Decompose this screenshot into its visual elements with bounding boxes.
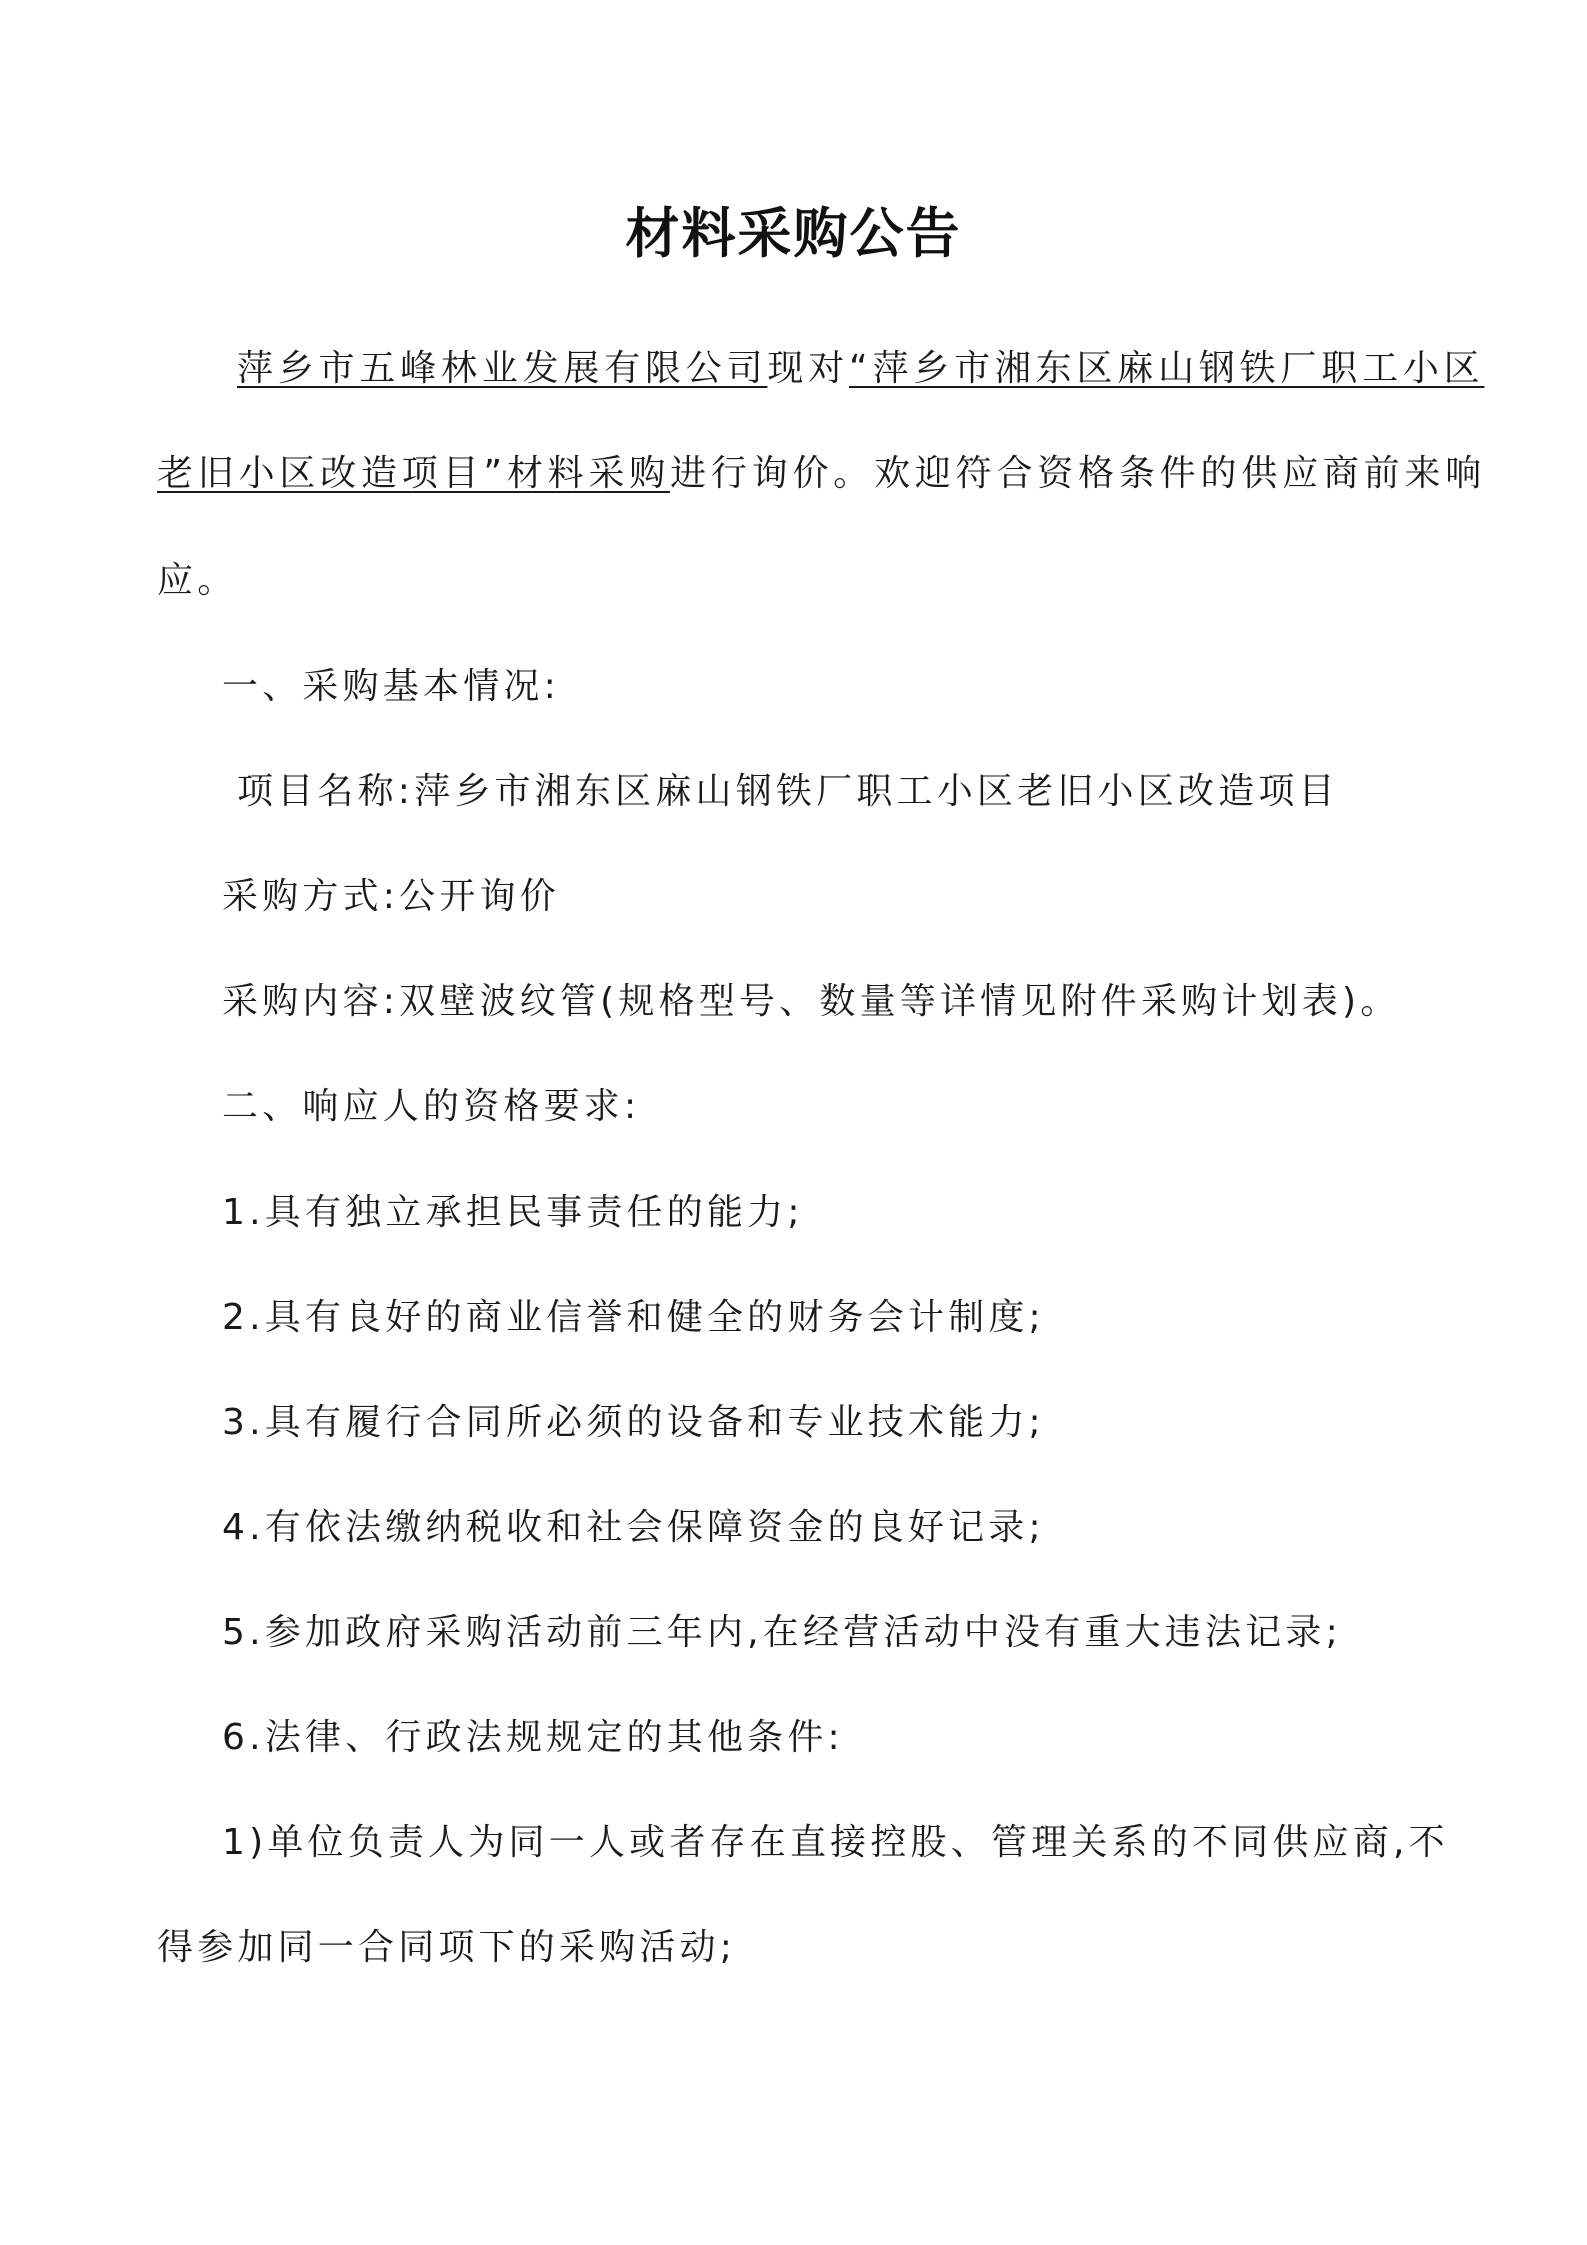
sub-requirement-line-2: 得参加同一合同项下的采购活动; — [157, 1927, 737, 1968]
intro-line-1 — [237, 344, 1484, 394]
requirement-item-4: 4.有依法缴纳税收和社会保障资金的良好记录; — [222, 1507, 1045, 1548]
requirement-item-2: 2.具有良好的商业信誉和健全的财务会计制度; — [222, 1297, 1045, 1338]
requirement-item-3: 3.具有履行合同所必须的设备和专业技术能力; — [222, 1402, 1045, 1443]
section1-heading: 一、采购基本情况: — [222, 666, 560, 707]
company-name: 萍乡市五峰林业发展有限公司 — [237, 348, 768, 389]
project-name-quoted-2: 老旧小区改造项目”材料采购 — [157, 453, 671, 494]
section2-heading: 二、响应人的资格要求: — [222, 1086, 641, 1127]
intro-line-3: 应。 — [157, 560, 238, 601]
project-name-quoted-1: “萍乡市湘东区麻山钢铁厂职工小区 — [849, 348, 1485, 389]
document-title: 材料采购公告 — [625, 201, 962, 265]
intro-line-2 — [157, 449, 1486, 499]
requirement-item-6: 6.法律、行政法规规定的其他条件: — [222, 1717, 844, 1758]
intro-text-1: 现对 — [767, 348, 850, 389]
requirement-item-5: 5.参加政府采购活动前三年内,在经营活动中没有重大违法记录; — [222, 1612, 1342, 1653]
sub-requirement-line-1: 1)单位负责人为同一人或者存在直接控股、管理关系的不同供应商,不 — [222, 1822, 1449, 1863]
procurement-method-line: 采购方式:公开询价 — [222, 876, 560, 917]
project-name-line: 项目名称:萍乡市湘东区麻山钢铁厂职工小区老旧小区改造项目 — [237, 771, 1339, 812]
procurement-content-line: 采购内容:双壁波纹管(规格型号、数量等详情见附件采购计划表)。 — [222, 981, 1401, 1022]
requirement-item-1: 1.具有独立承担民事责任的能力; — [222, 1192, 804, 1233]
intro-text-2: 进行询价。欢迎符合资格条件的供应商前来响 — [670, 453, 1487, 494]
